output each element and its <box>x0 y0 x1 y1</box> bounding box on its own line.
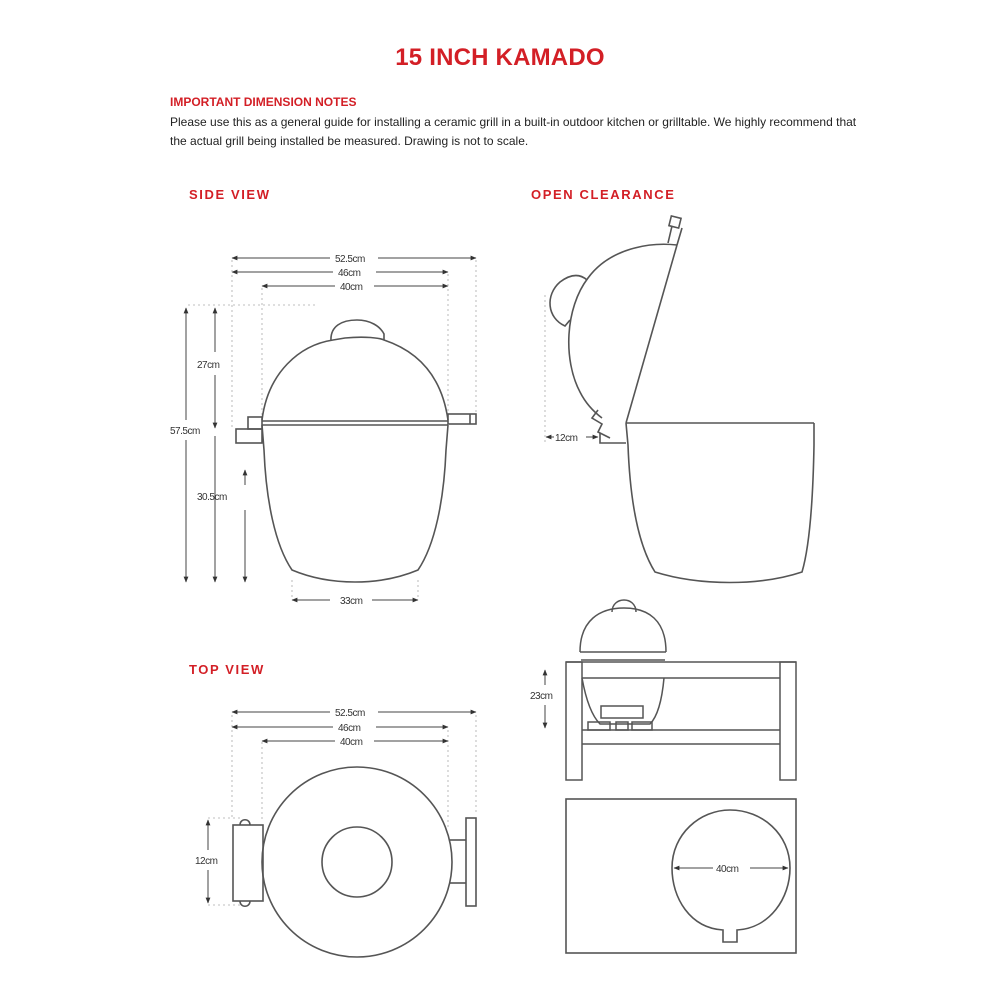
top-hinge <box>233 825 263 901</box>
side-dome <box>262 337 448 420</box>
top-dim-52-5: 52.5cm <box>335 708 365 719</box>
top-handle <box>466 818 476 906</box>
side-dim-27: 27cm <box>197 360 220 371</box>
section-top-view: TOP VIEW <box>189 662 265 677</box>
notes-body: Please use this as a general guide for installing a ceramic grill in a built-in outdoor kitchen or grilltable. We highly recommend that the actual grill being installed be measured. Drawing is not to scale. <box>170 115 857 148</box>
side-hinge <box>248 417 262 429</box>
top-outer-circle <box>262 767 452 957</box>
side-handle <box>448 414 476 424</box>
top-inner-circle <box>322 827 392 897</box>
grill-table-drawing <box>566 600 796 780</box>
top-view-drawing <box>233 767 476 957</box>
top-dim-40: 40cm <box>340 737 363 748</box>
table-cutout-drawing <box>566 799 796 953</box>
section-side-view: SIDE VIEW <box>189 187 271 202</box>
cutout-dim-40: 40cm <box>716 864 739 875</box>
open-clearance-drawing <box>550 216 814 583</box>
top-dim-46: 46cm <box>338 723 361 734</box>
side-view-drawing <box>186 258 476 600</box>
side-dim-30-5: 30.5cm <box>197 492 227 503</box>
side-base <box>262 425 448 582</box>
notes-heading: IMPORTANT DIMENSION NOTES <box>170 95 357 109</box>
side-dim-46: 46cm <box>338 268 361 279</box>
open-dim-12: 12cm <box>555 433 578 444</box>
top-dim-12: 12cm <box>195 856 218 867</box>
side-guide-lines <box>188 260 476 598</box>
section-open-clearance: OPEN CLEARANCE <box>531 187 676 202</box>
page-title: 15 INCH KAMADO <box>395 44 605 71</box>
side-dim-33: 33cm <box>340 596 363 607</box>
side-dim-57-5: 57.5cm <box>170 426 200 437</box>
side-dim-52-5: 52.5cm <box>335 254 365 265</box>
side-dim-40: 40cm <box>340 282 363 293</box>
open-dim-23: 23cm <box>530 691 553 702</box>
